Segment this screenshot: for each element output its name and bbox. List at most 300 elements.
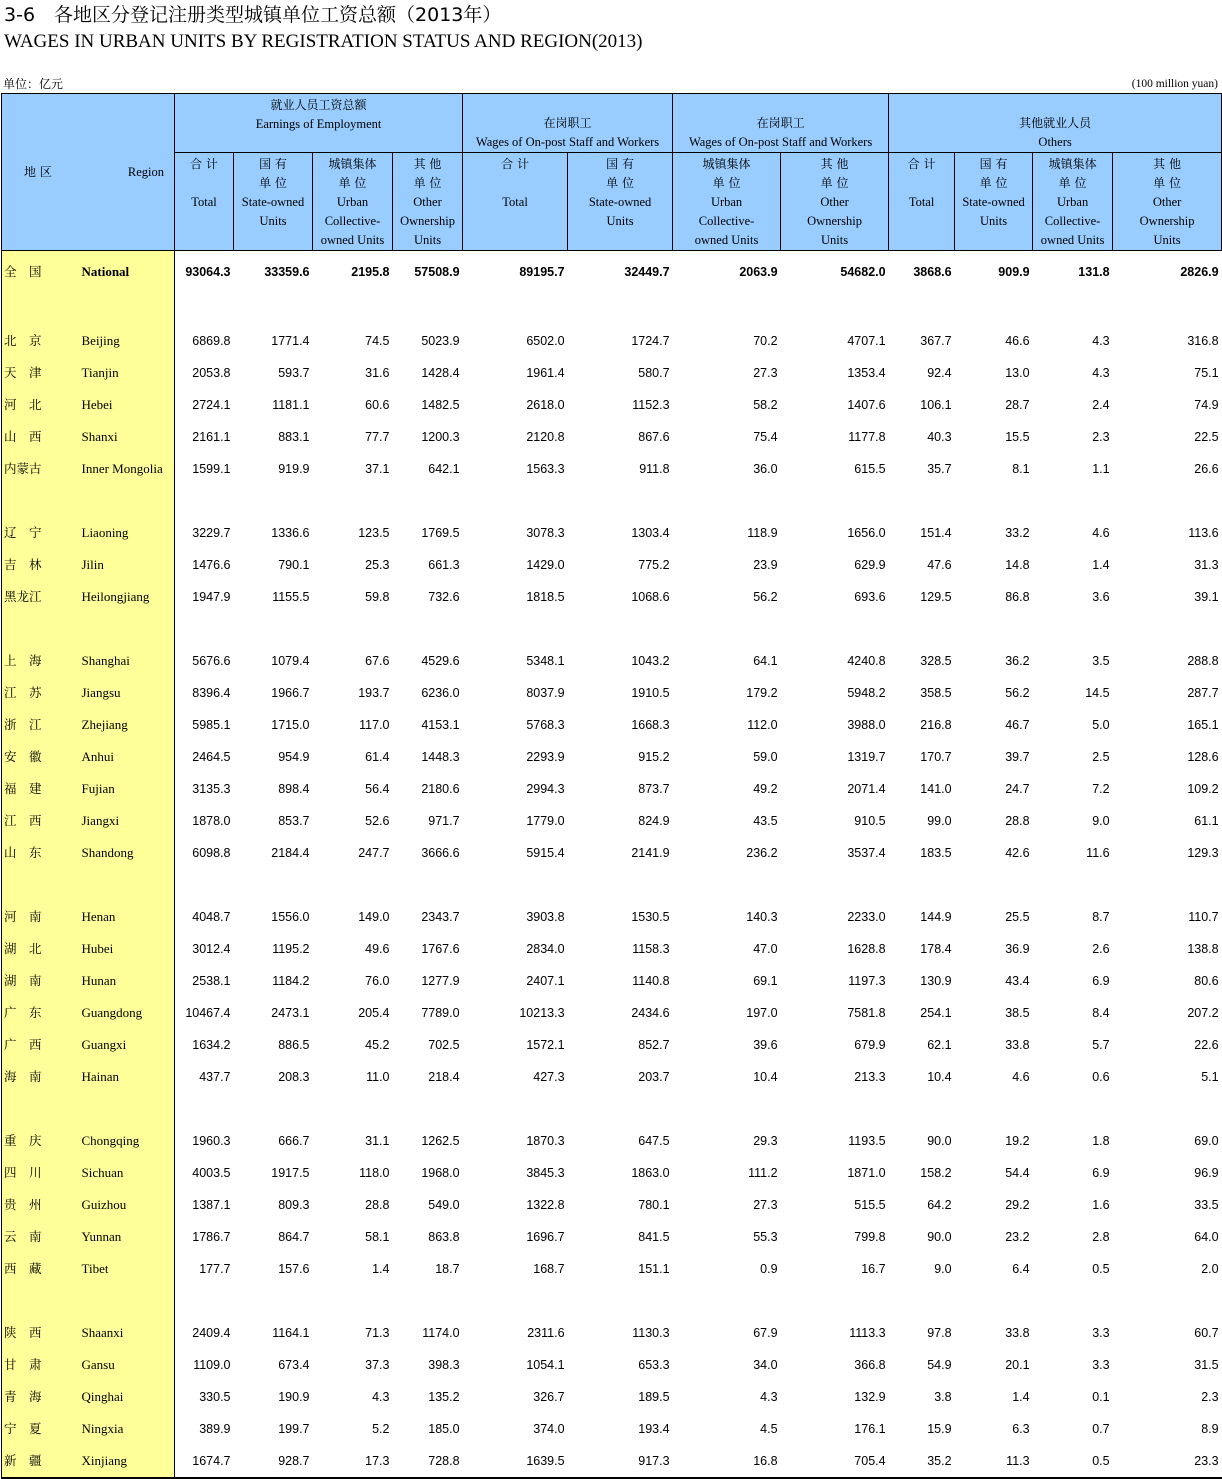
value-cell: 580.7 — [638, 366, 670, 380]
value-cell: 3988.0 — [847, 718, 886, 732]
value-cell: 4.3 — [760, 1390, 778, 1404]
value-cell: 3.8 — [934, 1390, 952, 1404]
spacer-row — [2, 293, 1222, 325]
value-cell: 4.3 — [1092, 366, 1110, 380]
value-cell: 2141.9 — [631, 846, 670, 860]
value-cell: 673.4 — [278, 1358, 310, 1372]
value-cell: 909.9 — [998, 265, 1030, 279]
value-cell: 1961.4 — [526, 366, 565, 380]
value-cell: 129.3 — [1187, 846, 1219, 860]
value-cell: 24.7 — [1005, 782, 1030, 796]
value-cell: 898.4 — [278, 782, 310, 796]
region-name-en: Qinghai — [74, 1381, 175, 1413]
value-cell: 642.1 — [428, 462, 460, 476]
region-name-en: Anhui — [74, 741, 175, 773]
value-cell: 1152.3 — [632, 398, 670, 412]
page-title-cn: 3-6 各地区分登记注册类型城镇单位工资总额（2013年） — [4, 4, 502, 26]
value-cell: 1947.9 — [192, 590, 231, 604]
region-header-cn: 地 区 — [24, 164, 52, 179]
value-cell: 328.5 — [920, 654, 952, 668]
value-cell: 2834.0 — [526, 942, 565, 956]
value-cell: 203.7 — [638, 1070, 670, 1084]
value-cell: 2195.8 — [351, 265, 390, 279]
value-cell: 6236.0 — [421, 686, 460, 700]
value-cell: 151.4 — [920, 526, 952, 540]
column-header-cn: 其 他 单 位 — [820, 157, 849, 190]
column-header-en: Urban Collective- owned Units — [320, 195, 385, 247]
region-header-en: Region — [127, 164, 164, 179]
value-cell: 170.7 — [920, 750, 952, 764]
region-name-en: Shaanxi — [74, 1317, 175, 1349]
value-cell: 1767.6 — [421, 942, 460, 956]
value-cell: 1563.3 — [526, 462, 565, 476]
spacer-cell — [568, 613, 673, 645]
value-cell: 615.5 — [854, 462, 886, 476]
value-cell: 6502.0 — [526, 334, 565, 348]
value-cell: 3135.3 — [192, 782, 231, 796]
value-cell: 366.8 — [854, 1358, 886, 1372]
value-cell: 10.4 — [927, 1070, 952, 1084]
value-cell: 55.3 — [753, 1230, 778, 1244]
region-name-cn: 湖 南 — [2, 965, 74, 997]
region-name-cn: 新 疆 — [2, 1445, 74, 1478]
value-cell: 132.9 — [854, 1390, 886, 1404]
value-cell: 29.3 — [753, 1134, 778, 1148]
value-cell: 374.0 — [533, 1422, 565, 1436]
value-cell: 1870.3 — [526, 1134, 565, 1148]
region-name-en: Ningxia — [74, 1413, 175, 1445]
region-name-cn: 浙 江 — [2, 709, 74, 741]
spacer-cell — [781, 1285, 889, 1317]
spacer-row — [2, 1285, 1222, 1317]
value-cell: 46.6 — [1005, 334, 1030, 348]
value-cell: 18.7 — [435, 1262, 460, 1276]
value-cell: 97.8 — [927, 1326, 952, 1340]
value-cell: 23.3 — [1113, 1445, 1222, 1478]
value-cell: 1639.5 — [463, 1445, 568, 1478]
value-cell: 190.9 — [278, 1390, 310, 1404]
spacer-cell — [955, 1093, 1033, 1125]
value-cell: 33.8 — [1005, 1038, 1030, 1052]
region-name-cn: 甘 肃 — [2, 1349, 74, 1381]
spacer-cell — [955, 869, 1033, 901]
table-row — [2, 1445, 1222, 1478]
value-cell: 3903.8 — [526, 910, 565, 924]
table-row — [2, 741, 1222, 773]
value-cell: 216.8 — [920, 718, 952, 732]
value-cell: 6098.8 — [192, 846, 231, 860]
spacer-cell — [1113, 1285, 1222, 1317]
value-cell: 10.4 — [753, 1070, 778, 1084]
value-cell: 775.2 — [638, 558, 670, 572]
column-header-en: State-owned Units — [241, 195, 305, 228]
value-cell: 58.1 — [365, 1230, 390, 1244]
value-cell: 1174.0 — [422, 1326, 460, 1340]
value-cell: 809.3 — [278, 1198, 310, 1212]
value-cell: 0.5 — [1092, 1262, 1110, 1276]
value-cell: 0.5 — [1033, 1445, 1113, 1478]
value-cell: 3229.7 — [192, 526, 231, 540]
value-cell: 33359.6 — [264, 265, 310, 279]
table-row — [2, 1125, 1222, 1157]
region-name-en: National — [74, 251, 175, 294]
value-cell: 2.0 — [1201, 1262, 1219, 1276]
spacer-cell — [175, 485, 234, 517]
value-cell: 23.2 — [1005, 1230, 1030, 1244]
table-row — [2, 1413, 1222, 1445]
value-cell: 915.2 — [638, 750, 670, 764]
column-header — [175, 153, 234, 251]
table-row — [2, 805, 1222, 837]
value-cell: 165.1 — [1187, 718, 1219, 732]
table-row — [2, 901, 1222, 933]
column-header — [955, 153, 1033, 251]
value-cell: 358.5 — [920, 686, 952, 700]
column-header-cn: 合 计 — [907, 157, 936, 171]
value-cell: 149.0 — [358, 910, 390, 924]
spacer-cell — [74, 869, 175, 901]
value-cell: 705.4 — [781, 1445, 889, 1478]
value-cell: 1113.3 — [849, 1326, 886, 1340]
region-name-cn: 福 建 — [2, 773, 74, 805]
value-cell: 1960.3 — [192, 1134, 231, 1148]
value-cell: 59.8 — [365, 590, 390, 604]
table-row — [2, 1381, 1222, 1413]
spacer-cell — [889, 1093, 955, 1125]
column-header — [673, 153, 781, 251]
value-cell: 2.5 — [1092, 750, 1110, 764]
value-cell: 1195.2 — [272, 942, 310, 956]
value-cell: 25.5 — [1005, 910, 1030, 924]
value-cell: 2538.1 — [192, 974, 231, 988]
table-row — [2, 773, 1222, 805]
region-name-cn: 西 藏 — [2, 1253, 74, 1285]
value-cell: 780.1 — [638, 1198, 670, 1212]
value-cell: 1043.2 — [631, 654, 670, 668]
value-cell: 10467.4 — [185, 1006, 231, 1020]
value-cell: 1429.0 — [526, 558, 565, 572]
spacer-cell — [568, 485, 673, 517]
value-cell: 1277.9 — [421, 974, 460, 988]
value-cell: 1.4 — [372, 1262, 390, 1276]
region-name-en: Henan — [74, 901, 175, 933]
spacer-cell — [175, 1093, 234, 1125]
region-name-en: Tibet — [74, 1253, 175, 1285]
value-cell: 112.0 — [747, 718, 778, 732]
value-cell: 693.6 — [854, 590, 886, 604]
value-cell: 6.9 — [1092, 974, 1110, 988]
value-cell: 0.9 — [760, 1262, 778, 1276]
column-header-en: Total — [502, 195, 528, 209]
value-cell: 15.9 — [927, 1422, 952, 1436]
value-cell: 59.0 — [753, 750, 778, 764]
value-cell: 109.2 — [1187, 782, 1219, 796]
spacer-cell — [313, 1285, 393, 1317]
region-name-cn: 辽 宁 — [2, 517, 74, 549]
table-row — [2, 1349, 1222, 1381]
value-cell: 1.8 — [1092, 1134, 1110, 1148]
value-cell: 3868.6 — [913, 265, 952, 279]
value-cell: 7.2 — [1092, 782, 1110, 796]
column-header-en: Total — [191, 195, 217, 209]
region-name-en: Yunnan — [74, 1221, 175, 1253]
value-cell: 33.2 — [1005, 526, 1030, 540]
value-cell: 1599.1 — [192, 462, 231, 476]
spacer-cell — [673, 1093, 781, 1125]
spacer-row — [2, 869, 1222, 901]
value-cell: 39.1 — [1194, 590, 1219, 604]
value-cell: 10213.3 — [519, 1006, 565, 1020]
column-header — [568, 153, 673, 251]
region-name-en: Inner Mongolia — [74, 453, 175, 485]
value-cell: 4.3 — [1092, 334, 1110, 348]
value-cell: 157.6 — [278, 1262, 310, 1276]
column-header — [313, 153, 393, 251]
value-cell: 56.2 — [1005, 686, 1030, 700]
region-name-en: Hebei — [74, 389, 175, 421]
column-header-cn: 城镇集体 单 位 — [328, 157, 377, 190]
region-name-cn: 宁 夏 — [2, 1413, 74, 1445]
spacer-cell — [2, 293, 74, 325]
region-name-cn: 黑龙江 — [2, 581, 74, 613]
table-row — [2, 677, 1222, 709]
page-title-en: WAGES IN URBAN UNITS BY REGISTRATION STATUS AND REGION(2013) — [4, 31, 643, 52]
value-cell: 77.7 — [365, 430, 390, 444]
table-row — [2, 837, 1222, 869]
value-cell: 185.0 — [428, 1422, 460, 1436]
spacer-cell — [393, 613, 463, 645]
value-cell: 853.7 — [278, 814, 310, 828]
value-cell: 1863.0 — [631, 1166, 670, 1180]
spacer-cell — [175, 293, 234, 325]
value-cell: 60.6 — [365, 398, 390, 412]
table-row — [2, 645, 1222, 677]
column-header-en: Urban Collective- owned Units — [694, 195, 759, 247]
region-name-cn: 海 南 — [2, 1061, 74, 1093]
value-cell: 158.2 — [920, 1166, 952, 1180]
region-name-en: Zhejiang — [74, 709, 175, 741]
spacer-cell — [1033, 1093, 1113, 1125]
value-cell: 549.0 — [428, 1198, 460, 1212]
value-cell: 326.7 — [533, 1390, 565, 1404]
value-cell: 2184.4 — [271, 846, 310, 860]
value-cell: 4003.5 — [192, 1166, 231, 1180]
value-cell: 22.6 — [1194, 1038, 1219, 1052]
region-name-cn: 北 京 — [2, 325, 74, 357]
value-cell: 3012.4 — [192, 942, 231, 956]
spacer-cell — [955, 1285, 1033, 1317]
value-cell: 2120.8 — [526, 430, 565, 444]
region-name-en: Liaoning — [74, 517, 175, 549]
spacer-cell — [781, 485, 889, 517]
value-cell: 1910.5 — [631, 686, 670, 700]
region-name-cn: 全 国 — [2, 251, 74, 294]
region-name-cn: 江 苏 — [2, 677, 74, 709]
value-cell: 702.5 — [428, 1038, 460, 1052]
value-cell: 254.1 — [920, 1006, 952, 1020]
value-cell: 728.8 — [393, 1445, 463, 1478]
table-row — [2, 997, 1222, 1029]
region-name-cn: 四 川 — [2, 1157, 74, 1189]
value-cell: 2071.4 — [847, 782, 886, 796]
value-cell: 1322.8 — [526, 1198, 565, 1212]
value-cell: 129.5 — [920, 590, 952, 604]
value-cell: 2618.0 — [526, 398, 565, 412]
column-header-cn: 城镇集体 单 位 — [1048, 157, 1097, 190]
table-row — [2, 709, 1222, 741]
value-cell: 6.9 — [1092, 1166, 1110, 1180]
value-cell: 2724.1 — [192, 398, 231, 412]
value-cell: 4240.8 — [847, 654, 886, 668]
column-header-en: State-owned Units — [588, 195, 652, 228]
value-cell: 1724.7 — [631, 334, 670, 348]
value-cell: 177.7 — [199, 1262, 231, 1276]
value-cell: 193.4 — [638, 1422, 670, 1436]
value-cell: 1634.2 — [192, 1038, 231, 1052]
column-header-en: Urban Collective- owned Units — [1040, 195, 1105, 247]
value-cell: 47.0 — [753, 942, 778, 956]
value-cell: 111.2 — [748, 1166, 778, 1180]
value-cell: 31.6 — [365, 366, 390, 380]
value-cell: 131.8 — [1078, 265, 1110, 279]
value-cell: 1.1 — [1092, 462, 1110, 476]
value-cell: 6869.8 — [192, 334, 231, 348]
value-cell: 1871.0 — [847, 1166, 886, 1180]
spacer-cell — [74, 293, 175, 325]
value-cell: 8.7 — [1092, 910, 1110, 924]
value-cell: 971.7 — [428, 814, 460, 828]
table-row — [2, 357, 1222, 389]
spacer-cell — [673, 613, 781, 645]
spacer-cell — [1113, 485, 1222, 517]
spacer-row — [2, 1093, 1222, 1125]
value-cell: 4.6 — [1092, 526, 1110, 540]
value-cell: 2053.8 — [192, 366, 231, 380]
value-cell: 886.5 — [278, 1038, 310, 1052]
value-cell: 75.4 — [753, 430, 778, 444]
spacer-cell — [2, 1285, 74, 1317]
value-cell: 57508.9 — [414, 265, 460, 279]
region-name-en: Hubei — [74, 933, 175, 965]
spacer-cell — [313, 485, 393, 517]
value-cell: 1200.3 — [421, 430, 460, 444]
table-row — [2, 965, 1222, 997]
value-cell: 919.9 — [278, 462, 310, 476]
value-cell: 653.3 — [638, 1358, 670, 1372]
value-cell: 25.3 — [365, 558, 390, 572]
value-cell: 661.3 — [428, 558, 460, 572]
value-cell: 70.2 — [753, 334, 778, 348]
spacer-cell — [463, 293, 568, 325]
value-cell: 7581.8 — [847, 1006, 886, 1020]
spacer-cell — [393, 293, 463, 325]
value-cell: 0.1 — [1092, 1390, 1110, 1404]
value-cell: 437.7 — [199, 1070, 231, 1084]
region-name-en: Tianjin — [74, 357, 175, 389]
group-header-onpost-1 — [463, 94, 673, 153]
value-cell: 37.1 — [365, 462, 390, 476]
value-cell: 135.2 — [428, 1390, 460, 1404]
spacer-cell — [1033, 613, 1113, 645]
spacer-cell — [463, 613, 568, 645]
value-cell: 33.8 — [1005, 1326, 1030, 1340]
value-cell: 3666.6 — [421, 846, 460, 860]
value-cell: 8.4 — [1092, 1006, 1110, 1020]
value-cell: 316.8 — [1187, 334, 1219, 348]
table-row — [2, 251, 1222, 294]
value-cell: 11.3 — [955, 1445, 1033, 1478]
value-cell: 42.6 — [1005, 846, 1030, 860]
table-row — [2, 1253, 1222, 1285]
value-cell: 16.8 — [673, 1445, 781, 1478]
group-header-cn: 在岗职工 — [756, 116, 805, 130]
spacer-cell — [234, 293, 313, 325]
value-cell: 117.0 — [359, 718, 390, 732]
column-header-cn: 其 他 单 位 — [1153, 157, 1181, 190]
value-cell: 14.8 — [1005, 558, 1030, 572]
value-cell: 3845.3 — [526, 1166, 565, 1180]
value-cell: 35.2 — [889, 1445, 955, 1478]
value-cell: 31.3 — [1194, 558, 1219, 572]
column-header-cn: 其 他 单 位 — [413, 157, 442, 190]
region-name-cn: 天 津 — [2, 357, 74, 389]
value-cell: 666.7 — [278, 1134, 310, 1148]
column-header-cn: 国 有 单 位 — [979, 157, 1008, 190]
value-cell: 3.5 — [1092, 654, 1110, 668]
value-cell: 5985.1 — [192, 718, 231, 732]
value-cell: 4153.1 — [421, 718, 460, 732]
value-cell: 4048.7 — [192, 910, 231, 924]
spacer-cell — [393, 485, 463, 517]
value-cell: 4529.6 — [421, 654, 460, 668]
value-cell: 138.8 — [1187, 942, 1219, 956]
value-cell: 128.6 — [1187, 750, 1219, 764]
table-row — [2, 1221, 1222, 1253]
value-cell: 15.5 — [1005, 430, 1030, 444]
value-cell: 5915.4 — [526, 846, 565, 860]
value-cell: 2.8 — [1092, 1230, 1110, 1244]
column-header-cn: 国 有 单 位 — [259, 157, 287, 190]
value-cell: 5.7 — [1092, 1038, 1110, 1052]
region-name-cn: 广 东 — [2, 997, 74, 1029]
value-cell: 3.6 — [1092, 590, 1110, 604]
value-cell: 61.4 — [365, 750, 390, 764]
value-cell: 5348.1 — [526, 654, 565, 668]
group-header-earnings — [175, 94, 463, 153]
unit-label-cn: 单位：亿元 — [3, 77, 64, 91]
table-row — [2, 581, 1222, 613]
spacer-cell — [234, 1285, 313, 1317]
value-cell: 799.8 — [854, 1230, 886, 1244]
region-name-cn: 贵 州 — [2, 1189, 74, 1221]
region-name-cn: 陕 西 — [2, 1317, 74, 1349]
value-cell: 1197.3 — [848, 974, 886, 988]
value-cell: 36.9 — [1005, 942, 1030, 956]
value-cell: 1.6 — [1092, 1198, 1110, 1212]
table-row — [2, 1317, 1222, 1349]
value-cell: 92.4 — [927, 366, 952, 380]
column-header-cn: 城镇集体 单 位 — [702, 157, 751, 190]
spacer-cell — [1113, 869, 1222, 901]
column-header — [1033, 153, 1113, 251]
value-cell: 1.4 — [1012, 1390, 1030, 1404]
value-cell: 1786.7 — [192, 1230, 231, 1244]
value-cell: 236.2 — [746, 846, 778, 860]
value-cell: 2233.0 — [847, 910, 886, 924]
column-header — [393, 153, 463, 251]
value-cell: 54682.0 — [840, 265, 886, 279]
value-cell: 1193.5 — [848, 1134, 886, 1148]
